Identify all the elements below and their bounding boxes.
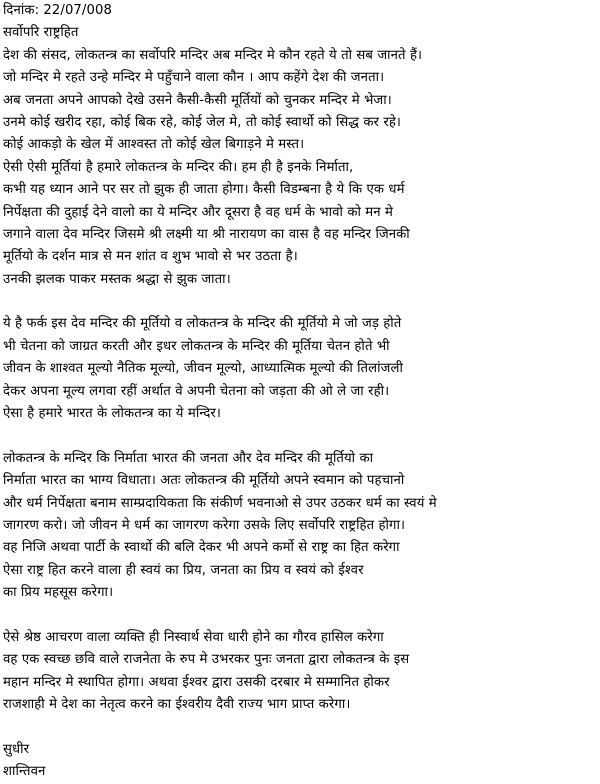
text-line: ऐसी ऐसी मूर्तियां है हमारे लोकतन्त्र के मन्दिर की। हम ही है इनके निर्माता, — [3, 159, 354, 175]
paragraph-1 — [3, 45, 597, 291]
text-line: ये है फर्क इस देव मन्दिर की मूर्तियो व लोकतन्त्र के मन्दिर की मूर्तियो मे जो जड़ होते — [3, 316, 402, 332]
paragraph-spacer — [3, 717, 597, 739]
text-line: का प्रिय महसूस करेगा। — [3, 585, 114, 601]
paragraph-3 — [3, 448, 597, 605]
text-line: वह एक स्वच्छ छवि वाले राजनेता के रुप मे उभरकर पुनः जनता द्वारा लोकतन्त्र के इस — [3, 652, 410, 668]
text-line: उनकी झलक पाकर मस्तक श्रद्धा से झुक जाता। — [3, 271, 231, 287]
text-line: देश की संसद, लोकतन्त्र का सर्वोपरि मन्दिर अब मन्दिर मे कौन रहते ये तो सब जानते हैं। — [3, 47, 423, 63]
document-page — [3, 0, 597, 780]
text-line: महान मन्दिर मे स्थापित होगा। अथवा ईश्वर द्वारा उसकी दरबार मे सम्मानित होकर — [3, 674, 390, 690]
paragraph-4 — [3, 627, 597, 717]
paragraph-spacer — [3, 605, 597, 627]
signature-name: सुधीर — [3, 741, 30, 757]
text-line: निर्माता भारत का भाग्य विधाता। अतः लोकतन्त्र की मूर्तियो अपने स्वमान को पहचानो — [3, 473, 405, 489]
text-line: कभी यह ध्यान आने पर सर तो झुक ही जाता होगा। कैसी विडम्बना है ये कि एक धर्म — [3, 182, 405, 198]
text-line: जगाने वाला देव मन्दिर जिसमे श्री लक्ष्मी या श्री नारायण का वास है वह मन्दिर जिनकी — [3, 226, 410, 242]
text-line: वह निजि अथवा पार्टी के स्वार्थो की बलि देकर भी अपने कर्मो से राष्ट्र का हित करेगा — [3, 540, 400, 556]
text-line: ऐसे श्रेष्ठ आचरण वाला व्यक्ति ही निस्वार्थ सेवा धारी होने का गौरव हासिल करेगा — [3, 629, 384, 645]
text-line: ऐसा है हमारे भारत के लोकतन्त्र का ये मन्दिर। — [3, 406, 222, 422]
text-line: निर्पेक्षता की दुहाई देने वालो का ये मन्दिर और दूसरा है वह धर्म के भावो को मन मे — [3, 204, 393, 220]
paragraph-spacer — [3, 291, 597, 313]
text-line: और धर्म निर्पेक्षता बनाम साम्प्रदायिकता कि संकीर्ण भवनाओ से उपर उठकर धर्म का स्वयं मे — [3, 495, 437, 511]
text-line: लोकतन्त्र के मन्दिर कि निर्माता भारत की जनता और देव मन्दिर की मूर्तियो का — [3, 450, 374, 466]
document-heading: सर्वोपरि राष्ट्रहित — [3, 25, 79, 41]
text-line: जो मन्दिर मे रहते उन्हे मन्दिर मे पहुँचाने वाला कौन । आप कहेंगे देश की जनता। — [3, 70, 385, 86]
date-line: दिनांक: 22/07/008 — [3, 3, 112, 18]
paragraph-spacer — [3, 425, 597, 447]
paragraph-2 — [3, 313, 597, 425]
text-line: भी चेतना को जाग्रत करती और इधर लोकतन्त्र के मन्दिर की मूर्तिया चेतन होते भी — [3, 338, 390, 354]
text-line: देकर अपना मूल्य लगवा रहीं अर्थात वे अपनी चेतना को जड़ता की ओ ले जा रही। — [3, 383, 390, 399]
signature-subtitle: शान्तिवन — [3, 764, 46, 780]
text-line: मूर्तियो के दर्शन मात्र से मन शांत व शुभ भावो से भर उठता है। — [3, 249, 298, 265]
text-line: जीवन के शाश्वत मूल्यो नैतिक मूल्यो, जीवन मूल्यो, आध्यात्मिक मूल्यो की तिलांजली — [3, 361, 403, 377]
text-line: राजशाही मे देश का नेतृत्व करने का ईश्वरीय दैवी राज्य भाग प्राप्त करेगा। — [3, 697, 351, 713]
text-line: अब जनता अपने आपको देखे उसने कैसी-कैसी मूर्तियों को चुनकर मन्दिर मे भेजा। — [3, 92, 392, 108]
text-line: उनमे कोई खरीद रहा, कोई बिक रहे, कोई जेल मे, तो कोई स्वार्थो को सिद्ध कर रहे। — [3, 114, 402, 130]
text-line: ऐसा राष्ट्र हित करने वाला ही स्वयं का प्रिय, जनता का प्रिय व स्वयं को ईश्वर — [3, 562, 364, 578]
text-line: जागरण करो। जो जीवन मे धर्म का जागरण करेगा उसके लिए सर्वोपरि राष्ट्रहित होगा। — [3, 517, 406, 533]
text-line: कोई आकड़ो के खेल में आश्वस्त तो कोई खेल बिगाड़ने मे मस्त। — [3, 137, 305, 153]
